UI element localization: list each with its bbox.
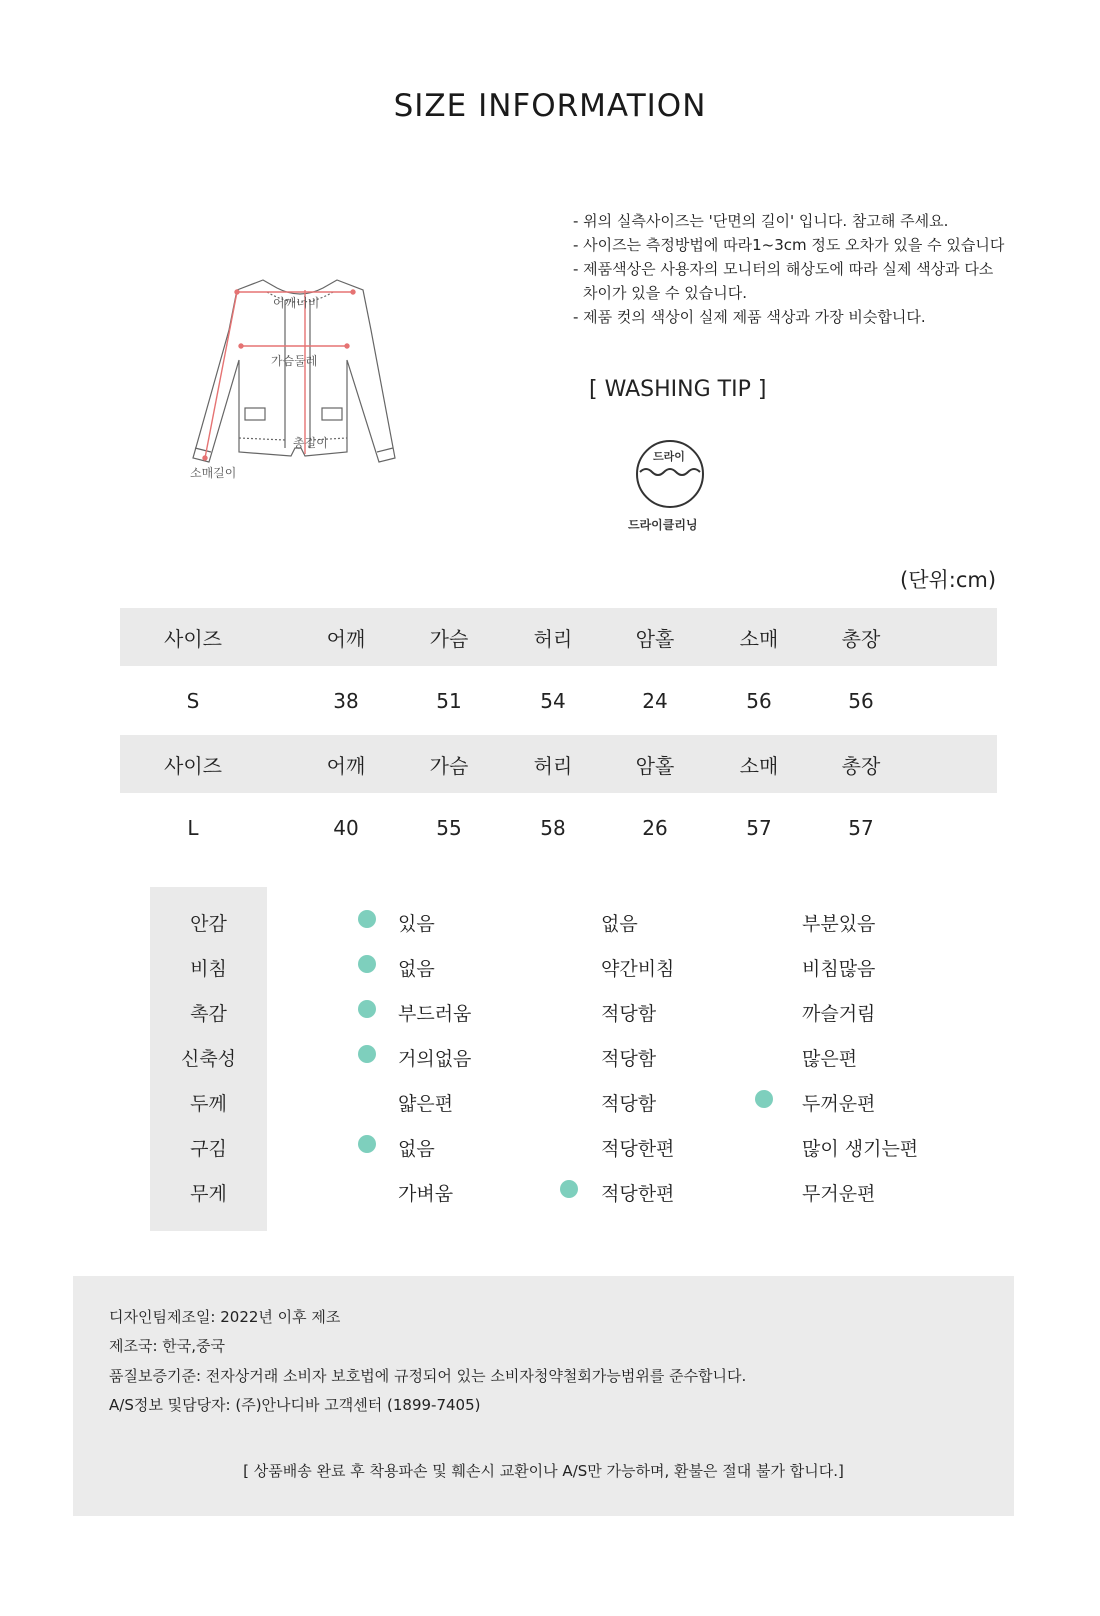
property-label: 촉감 <box>190 1003 227 1025</box>
property-row <box>150 987 950 1032</box>
property-option: 두꺼운편 <box>802 1093 876 1115</box>
footer-line: A/S정보 및담당자: (주)안나디바 고객센터 (1899-7405) <box>109 1396 481 1414</box>
page-title: SIZE INFORMATION <box>393 88 707 124</box>
note-line: 차이가 있을 수 있습니다. <box>583 284 747 302</box>
fabric-properties <box>150 887 950 1231</box>
sleeve-length-label: 소매길이 <box>190 466 237 480</box>
property-label: 안감 <box>190 913 227 935</box>
size-header-cell: 암홀 <box>635 753 675 778</box>
size-cell: S <box>186 688 200 713</box>
property-option: 얇은편 <box>398 1093 454 1115</box>
footer-line: 품질보증기준: 전자상거래 소비자 보호법에 규정되어 있는 소비자청약철회가능범위를 준수합니다. <box>109 1367 747 1385</box>
property-option: 없음 <box>398 958 435 980</box>
size-cell: 56 <box>848 688 874 713</box>
property-label: 무게 <box>190 1183 227 1205</box>
property-option: 부분있음 <box>802 913 876 935</box>
property-row <box>150 942 950 987</box>
size-header-cell: 총장 <box>841 753 881 778</box>
size-table-row <box>120 666 997 735</box>
washing-caption: 드라이클리닝 <box>628 518 698 532</box>
size-table-row <box>120 793 997 862</box>
selected-indicator-dot <box>755 1090 773 1108</box>
property-option: 적당한편 <box>601 1183 675 1205</box>
refund-notice: [ 상품배송 완료 후 착용파손 및 훼손시 교환이나 A/S만 가능하며, 환불은 절대 불가 합니다.] <box>243 1462 844 1480</box>
property-option: 약간비침 <box>601 958 675 980</box>
size-table-header-row <box>120 608 997 666</box>
property-row <box>150 897 950 942</box>
size-header-cell: 어깨 <box>326 753 366 778</box>
property-label: 두께 <box>190 1093 227 1115</box>
size-cell: 58 <box>540 815 566 840</box>
selected-indicator-dot <box>358 955 376 973</box>
washing-tip-title: [ WASHING TIP ] <box>589 377 767 402</box>
selected-indicator-dot <box>358 910 376 928</box>
property-row <box>150 1032 950 1077</box>
size-cell: 56 <box>746 688 772 713</box>
property-label: 구김 <box>190 1138 227 1160</box>
size-cell: 57 <box>848 815 874 840</box>
size-header-cell: 가슴 <box>429 626 469 651</box>
note-line: - 제품 컷의 색상이 실제 제품 색상과 가장 비슷합니다. <box>573 308 926 326</box>
footer-line: 디자인팀제조일: 2022년 이후 제조 <box>109 1308 341 1326</box>
dry-clean-icon-text: 드라이 <box>653 450 685 463</box>
size-cell: 38 <box>333 688 359 713</box>
property-option: 부드러움 <box>398 1003 472 1025</box>
size-cell: 57 <box>746 815 772 840</box>
property-option: 많이 생기는편 <box>802 1138 919 1160</box>
property-option: 없음 <box>398 1138 435 1160</box>
size-cell: 51 <box>436 688 462 713</box>
size-cell: 54 <box>540 688 566 713</box>
size-header-cell: 사이즈 <box>164 626 222 651</box>
size-cell: 24 <box>642 688 668 713</box>
size-header-cell: 가슴 <box>429 753 469 778</box>
product-info-footer <box>73 1276 1014 1516</box>
size-cell: 40 <box>333 815 359 840</box>
shoulder-width-label: 어깨너비 <box>273 296 320 310</box>
selected-indicator-dot <box>358 1045 376 1063</box>
property-row <box>150 1167 950 1212</box>
property-option: 많은편 <box>802 1048 858 1070</box>
property-label: 신축성 <box>180 1048 237 1070</box>
size-header-cell: 소매 <box>739 753 779 778</box>
property-option: 비침많음 <box>802 958 876 980</box>
note-line: - 사이즈는 측정방법에 따라1~3cm 정도 오차가 있을 수 있습니다 <box>573 236 1005 254</box>
size-notes <box>573 209 1033 329</box>
property-option: 무거운편 <box>802 1183 876 1205</box>
size-header-cell: 어깨 <box>326 626 366 651</box>
property-option: 까슬거림 <box>802 1003 876 1025</box>
size-header-cell: 사이즈 <box>164 753 222 778</box>
size-header-cell: 총장 <box>841 626 881 651</box>
size-header-cell: 소매 <box>739 626 779 651</box>
property-option: 거의없음 <box>398 1048 472 1070</box>
footer-line: 제조국: 한국,중국 <box>109 1337 226 1355</box>
size-header-cell: 암홀 <box>635 626 675 651</box>
property-option: 없음 <box>601 913 638 935</box>
size-cell: L <box>187 815 199 840</box>
note-line: - 위의 실측사이즈는 '단면의 길이' 입니다. 참고해 주세요. <box>573 212 949 230</box>
property-option: 적당함 <box>601 1093 657 1115</box>
property-row <box>150 1122 950 1167</box>
property-label: 비침 <box>190 958 227 980</box>
jacket-measurement-diagram <box>185 270 415 490</box>
selected-indicator-dot <box>560 1180 578 1198</box>
property-option: 적당한편 <box>601 1138 675 1160</box>
property-option: 적당함 <box>601 1003 657 1025</box>
selected-indicator-dot <box>358 1135 376 1153</box>
unit-label: (단위:cm) <box>900 568 997 592</box>
size-header-cell: 허리 <box>533 753 573 778</box>
chest-label: 가슴둘레 <box>271 354 318 368</box>
property-option: 적당함 <box>601 1048 657 1070</box>
selected-indicator-dot <box>358 1000 376 1018</box>
size-header-cell: 허리 <box>533 626 573 651</box>
note-line: - 제품색상은 사용자의 모니터의 해상도에 따라 실제 색상과 다소 <box>573 260 994 278</box>
property-option: 있음 <box>398 913 435 935</box>
size-table-header-row <box>120 735 997 793</box>
size-cell: 55 <box>436 815 462 840</box>
size-table <box>120 608 997 862</box>
total-length-label: 총길이 <box>293 436 328 450</box>
property-option: 가벼움 <box>398 1183 454 1205</box>
property-row <box>150 1077 950 1122</box>
size-cell: 26 <box>642 815 668 840</box>
